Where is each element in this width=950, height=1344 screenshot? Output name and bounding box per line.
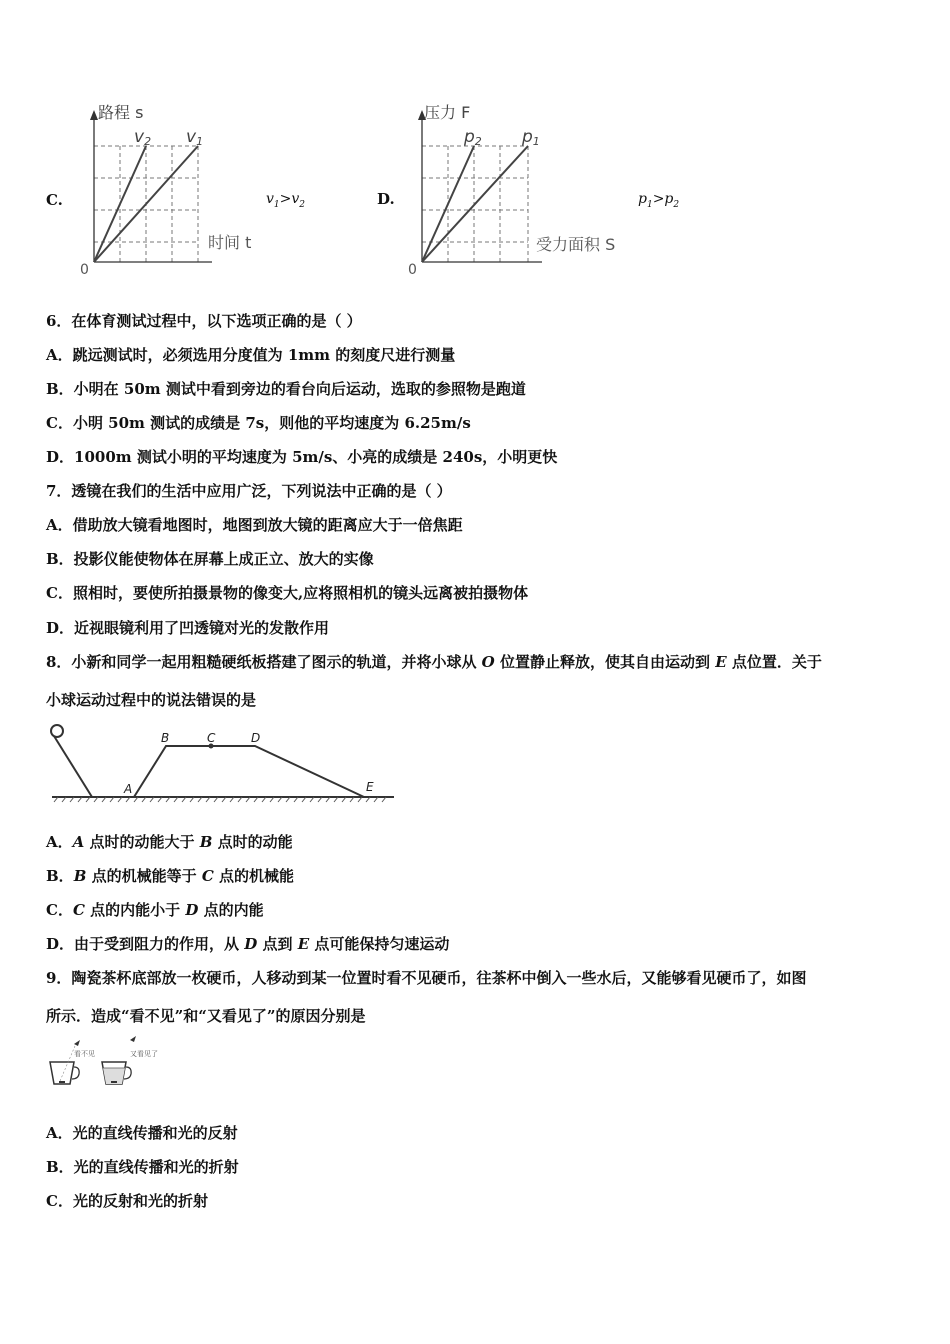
- track-path: [134, 746, 364, 797]
- coin-icon: [59, 1081, 65, 1083]
- y-axis-arrow-icon: [90, 110, 98, 120]
- q7-option-c: C．照相时，要使所拍摄景物的像变大,应将照相机的镜头远离被拍摄物体: [46, 584, 529, 602]
- label-c: C: [207, 731, 216, 745]
- cup-figure: [44, 1034, 174, 1090]
- label-b: B: [161, 731, 170, 745]
- q7-stem: 7．透镜在我们的生活中应用广泛，下列说法中正确的是（ ）: [46, 482, 452, 500]
- eye-icon: [74, 1040, 80, 1046]
- option-d-relation: $p_1>p_2$: [638, 191, 680, 210]
- graph-distance-time: [72, 96, 252, 278]
- q9-option-b: B．光的直线传播和光的折射: [46, 1158, 239, 1176]
- label-e: E: [366, 780, 374, 794]
- line-p2-label: p2: [464, 127, 482, 148]
- q8-stem-line1: 8．小新和同学一起用粗糙硬纸板搭建了图示的轨道，并将小球从 O 位置静止释放，使其自由运动到 E 点位置．关于: [46, 653, 822, 671]
- option-c-label: C.: [46, 191, 63, 209]
- label-a: A: [124, 782, 133, 796]
- y-axis-label: 压力 F: [424, 103, 471, 122]
- x-axis-label: 受力面积 S: [536, 235, 616, 254]
- line-p1: [422, 146, 528, 262]
- q6-option-d: D．1000m 测试小明的平均速度为 5m/s、小亮的成绩是 240s，小明更快: [46, 448, 558, 466]
- cup-2: [102, 1036, 158, 1084]
- q8-option-c: C．C 点的内能小于 D 点的内能: [46, 901, 264, 919]
- coin-icon: [111, 1081, 117, 1083]
- y-axis-label: 路程 s: [98, 103, 144, 122]
- q6-option-b: B．小明在 50m 测试中看到旁边的看台向后运动，选取的参照物是跑道: [46, 380, 526, 398]
- eye-icon: [130, 1036, 136, 1042]
- q6-option-a: A．跳远测试时，必须选用分度值为 1mm 的刻度尺进行测量: [46, 346, 456, 364]
- q7-option-b: B．投影仪能使物体在屏幕上成正立、放大的实像: [46, 550, 374, 568]
- origin-label: 0: [80, 262, 89, 278]
- q8-stem-line2: 小球运动过程中的说法错误的是: [46, 691, 257, 709]
- line-v1-label: v1: [186, 127, 204, 148]
- line-v2-label: v2: [134, 127, 152, 148]
- cup1-label: 看不见: [74, 1050, 95, 1058]
- q8-option-d: D．由于受到阻力的作用，从 D 点到 E 点可能保持匀速运动: [46, 935, 450, 953]
- ball-icon: [51, 725, 63, 737]
- track-diagram: [44, 718, 404, 808]
- line-p1-label: p1: [522, 127, 540, 148]
- start-ramp: [54, 736, 92, 797]
- q9-stem-line2: 所示．造成“看不见”和“又看见了”的原因分别是: [46, 1007, 366, 1025]
- cup2-label: 又看见了: [130, 1050, 158, 1058]
- cup-1: [50, 1040, 95, 1084]
- label-d: D: [251, 731, 261, 745]
- q7-option-d: D．近视眼镜利用了凹透镜对光的发散作用: [46, 619, 330, 637]
- q8-option-b: B．B 点的机械能等于 C 点的机械能: [46, 867, 295, 885]
- q6-stem: 6．在体育测试过程中，以下选项正确的是（ ）: [46, 312, 362, 330]
- q9-option-a: A．光的直线传播和光的反射: [46, 1124, 238, 1142]
- origin-label: 0: [408, 262, 417, 278]
- q8-option-a: A．A 点时的动能大于 B 点时的动能: [46, 833, 293, 851]
- q9-stem-line1: 9．陶瓷茶杯底部放一枚硬币，人移动到某一位置时看不见硬币，往茶杯中倒入一些水后，又能够看见硬币了，如图: [46, 969, 807, 987]
- q7-option-a: A．借助放大镜看地图时，地图到放大镜的距离应大于一倍焦距: [46, 516, 463, 534]
- option-d-label: D.: [377, 190, 395, 208]
- x-axis-label: 时间 t: [208, 233, 252, 252]
- option-c-relation: $v_1>v_2$: [266, 191, 306, 210]
- q9-option-c: C．光的反射和光的折射: [46, 1192, 208, 1210]
- q6-option-c: C．小明 50m 测试的成绩是 7s，则他的平均速度为 6.25m/s: [46, 414, 471, 432]
- graph-pressure-area: [402, 96, 652, 278]
